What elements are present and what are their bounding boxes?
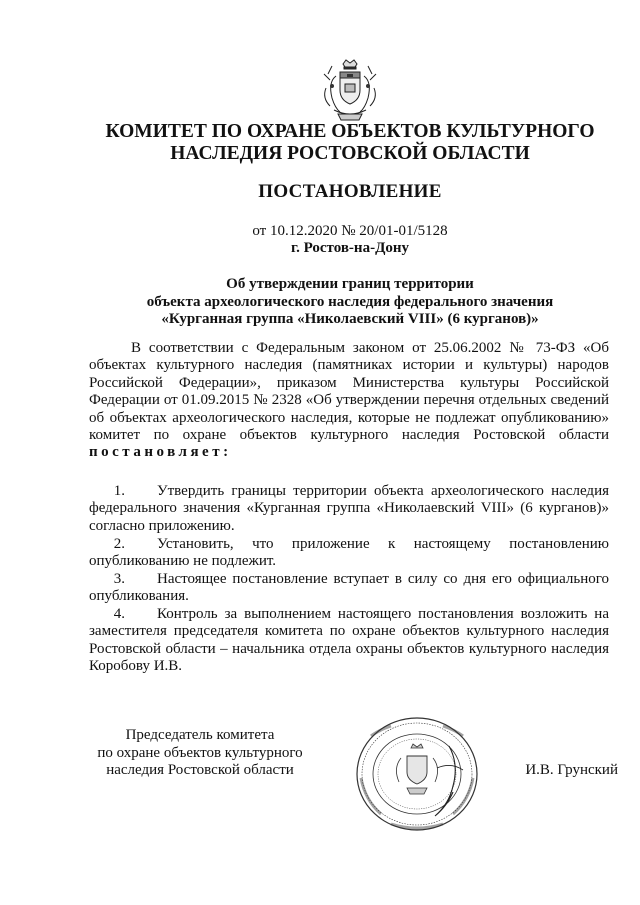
resolution-item-3 [89,571,609,606]
item-text: Контроль за выполнением настоящего постановления возложить на заместителя председателя комитета по охране объектов культурного наследия Ростовской области – начальника отдела охраны объектов культурного наследия Коробову И.В. [89,606,609,675]
committee-name-line1: КОМИТЕТ ПО ОХРАНЕ ОБЪЕКТОВ КУЛЬТУРНОГО [105,121,595,142]
document-type: ПОСТАНОВЛЕНИЕ [258,181,442,202]
subject-line2: объекта археологического наследия федерального значения [146,293,554,310]
signer-title-line1: Председатель комитета [125,727,275,743]
item-number: 1. [113,483,125,499]
official-seal-icon [341,716,493,832]
resolution-item-4 [89,606,609,676]
item-text: Утвердить границы территории объекта археологического наследия федерального значения «Курганная группа «Николаевский VIII» (6 курганов)» согласно приложению. [89,483,609,534]
document-subject [60,276,640,329]
resolves-word: постановляет: [89,444,232,461]
committee-name [60,121,640,165]
document-city: г. Ростов-на-Дону [290,240,410,256]
preamble-text: В соответствии с Федеральным законом от 25.06.2002 № 73-ФЗ «Об объектах культурного наследия (памятниках истории и культуры) народов Российской Федерации», приказом Министерства культуры Российской Федерации от 01.09.2015 № 2328 «Об утверждении перечня отдельных сведений об объектах археологического наследия, которые не подлежат опубликованию» комитет по охране объектов культурного наследия Ростовской области [89,340,609,444]
signer-title-line2: по охране объектов культурного [97,744,303,761]
subject-line3: «Курганная группа «Николаевский VIII» (6 курганов)» [161,311,539,328]
committee-name-line2: НАСЛЕДИЯ РОСТОВСКОЙ ОБЛАСТИ [170,143,530,164]
item-text: Настоящее постановление вступает в силу со дня его официального опубликования. [89,571,609,605]
item-number: 3. [113,571,125,587]
resolution-item-2 [89,536,609,571]
document-date-number: от 10.12.2020 № 20/01-01/5128 [252,223,448,239]
coat-of-arms-icon [316,58,384,124]
resolution-item-1 [89,483,609,535]
preamble-paragraph [89,340,609,462]
item-number: 4. [113,606,125,622]
signer-title [60,727,340,780]
item-number: 2. [113,536,125,552]
item-text: Установить, что приложение к настоящему постановлению опубликованию не подлежит. [89,536,609,570]
signer-name: И.В. Грунский [525,762,618,778]
signer-title-line3: наследия Ростовской области [106,762,294,778]
subject-line1: Об утверждении границ территории [226,276,474,292]
